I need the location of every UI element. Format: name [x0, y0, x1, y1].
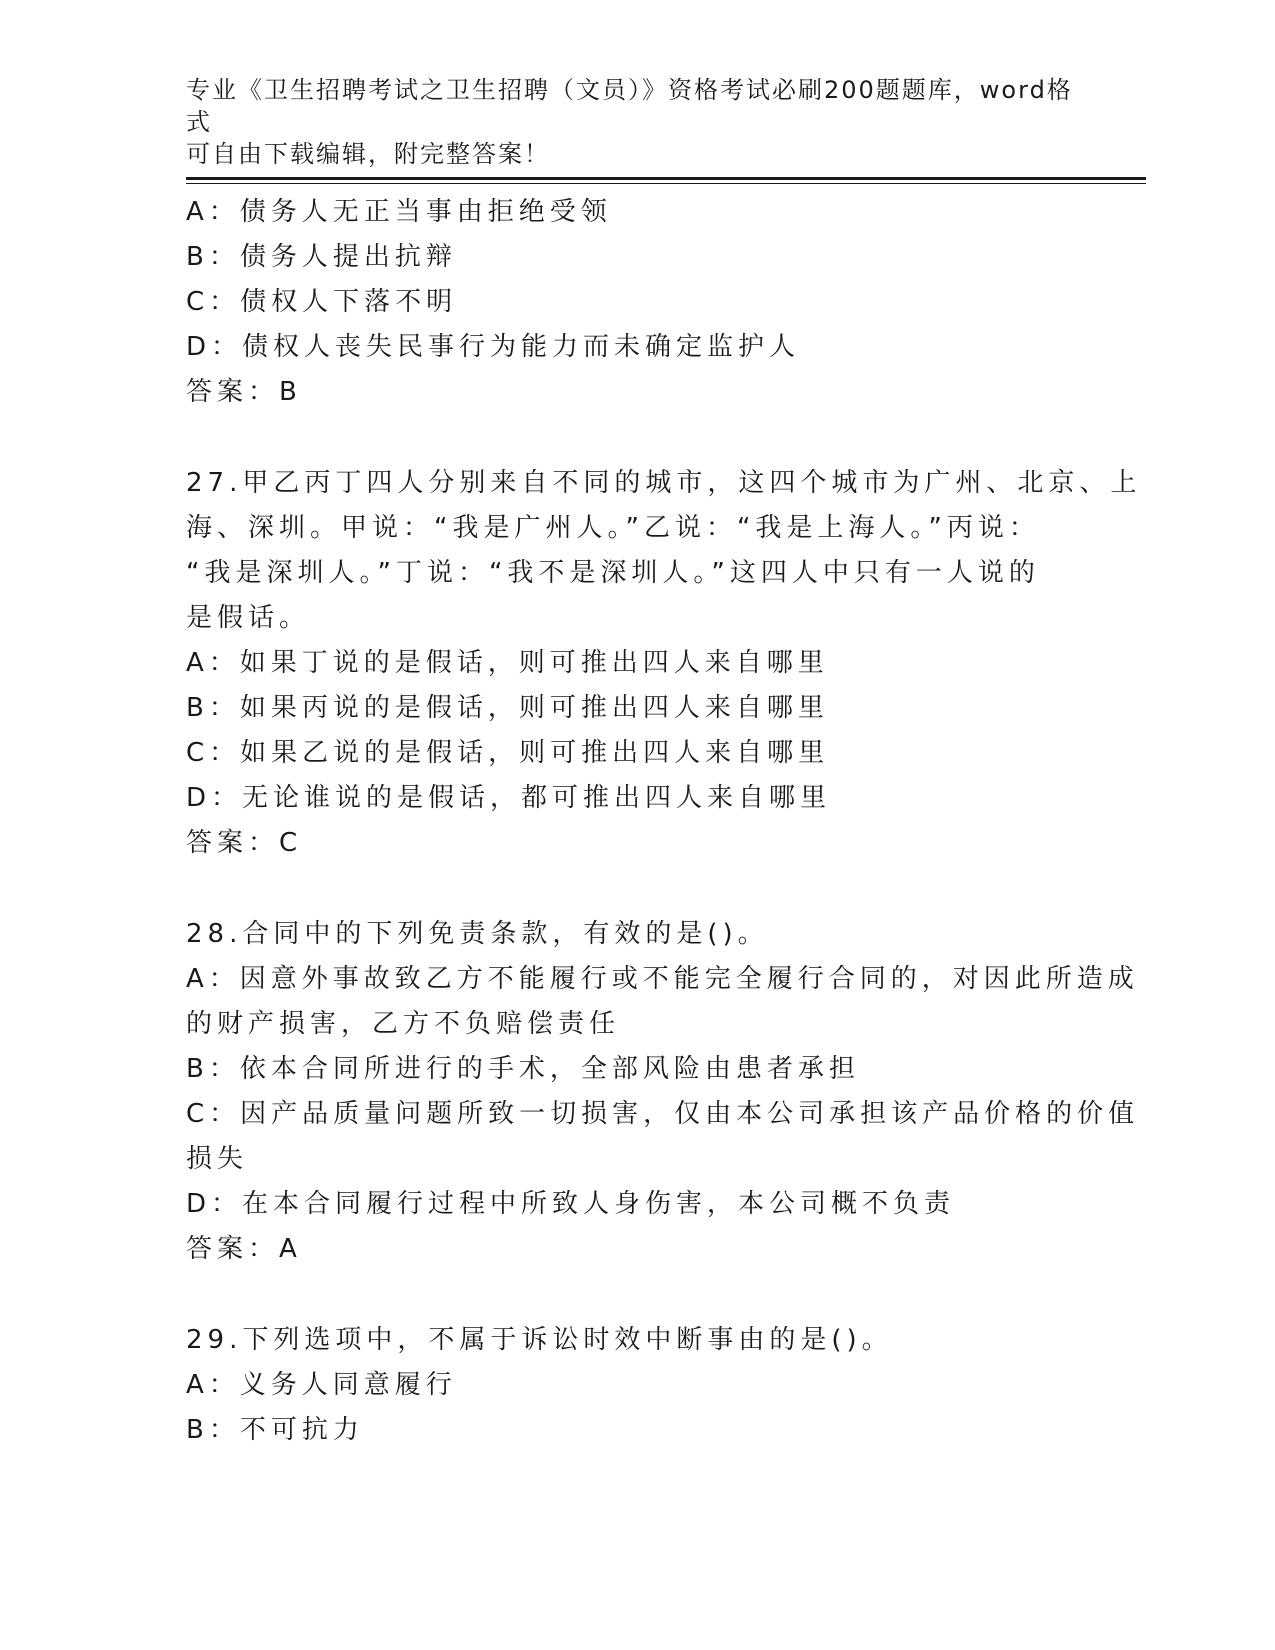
question-stem-line: 27.甲乙丙丁四人分别来自不同的城市，这四个城市为广州、北京、上	[186, 468, 1142, 498]
option-c: C：债权人下落不明	[186, 287, 458, 317]
option-c: C：如果乙说的是假话，则可推出四人来自哪里	[186, 738, 830, 768]
header-divider-thin	[186, 183, 1146, 184]
option-a: A：如果丁说的是假话，则可推出四人来自哪里	[186, 648, 829, 678]
question-content	[186, 190, 1142, 1453]
question-29	[186, 1318, 1086, 1453]
spacer	[186, 415, 1086, 461]
header-line-1: 专业《卫生招聘考试之卫生招聘（文员）》资格考试必刷200题题库，word格式	[186, 76, 1073, 136]
spacer	[186, 866, 1086, 912]
answer: 答案：C	[186, 828, 303, 858]
question-27	[186, 461, 1142, 866]
document-header	[186, 74, 1086, 170]
question-stem-line: “我是深圳人。”丁说：“我不是深圳人。”这四人中只有一人说的	[186, 558, 1040, 588]
option-d: D：债权人丧失民事行为能力而未确定监护人	[186, 332, 801, 362]
option-b: B：依本合同所进行的手术，全部风险由患者承担	[186, 1054, 860, 1084]
question-26	[186, 190, 1086, 415]
option-a-continued: 的财产损害，乙方不负赔偿责任	[186, 1009, 621, 1039]
question-28	[186, 912, 1140, 1272]
option-c: C：因产品质量问题所致一切损害，仅由本公司承担该产品价格的价值	[186, 1099, 1140, 1129]
question-stem: 29.下列选项中，不属于诉讼时效中断事由的是()。	[186, 1325, 893, 1355]
answer: 答案：A	[186, 1234, 302, 1264]
option-b: B：债务人提出抗辩	[186, 242, 457, 272]
option-b: B：不可抗力	[186, 1415, 364, 1445]
question-stem: 28.合同中的下列免责条款，有效的是()。	[186, 919, 769, 949]
option-a: A：因意外事故致乙方不能履行或不能完全履行合同的，对因此所造成	[186, 964, 1139, 994]
header-line-2: 可自由下载编辑，附完整答案！	[186, 140, 550, 168]
question-stem-line: 海、深圳。甲说：“我是广州人。”乙说：“我是上海人。”丙说：	[186, 513, 1040, 543]
option-d: D：无论谁说的是假话，都可推出四人来自哪里	[186, 783, 832, 813]
header-divider-thick	[186, 177, 1146, 180]
option-c-continued: 损失	[186, 1144, 249, 1174]
question-stem-line: 是假话。	[186, 603, 311, 633]
option-d: D：在本合同履行过程中所致人身伤害，本公司概不负责	[186, 1189, 956, 1219]
answer: 答案：B	[186, 377, 302, 407]
option-b: B：如果丙说的是假话，则可推出四人来自哪里	[186, 693, 829, 723]
spacer	[186, 1272, 1086, 1318]
option-a: A：义务人同意履行	[186, 1370, 457, 1400]
option-a: A：债务人无正当事由拒绝受领	[186, 197, 612, 227]
